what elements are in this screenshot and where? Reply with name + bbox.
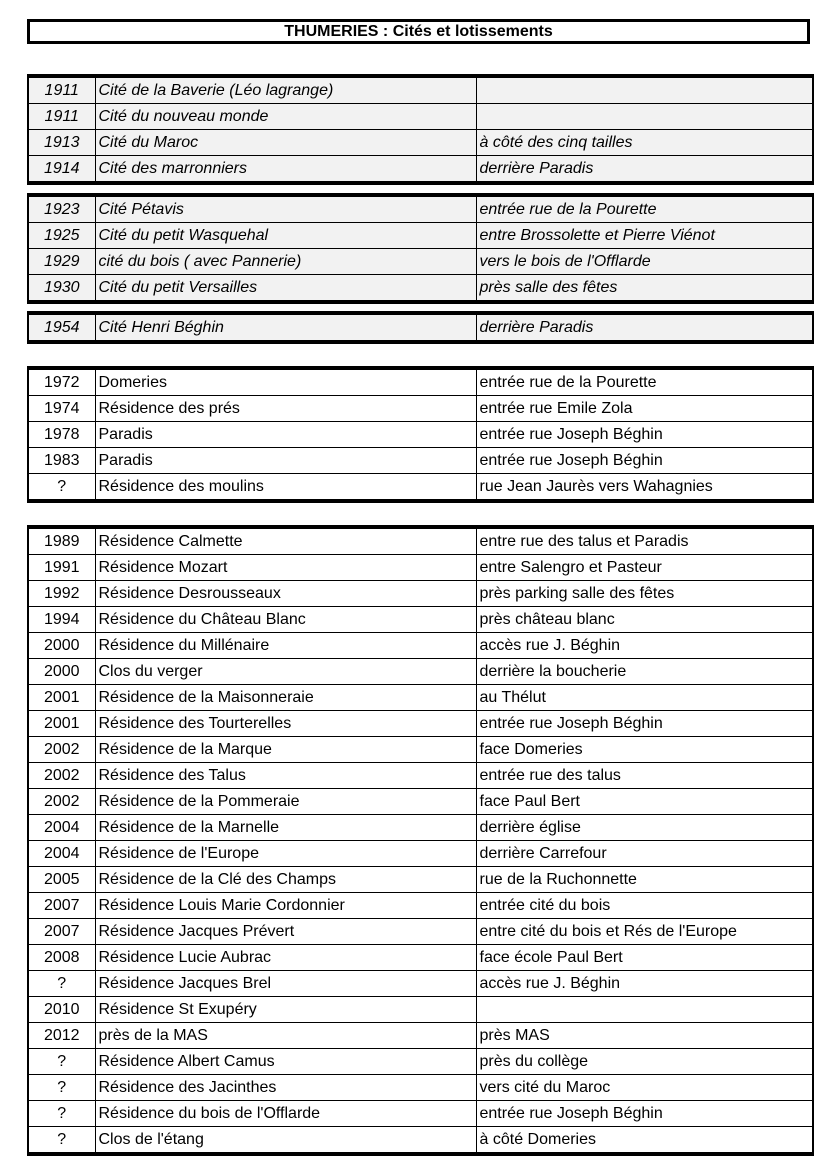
year-cell: 2005: [28, 867, 95, 893]
year-cell: ?: [28, 971, 95, 997]
table-row: [28, 581, 813, 607]
group-table-1923: [27, 193, 814, 304]
name-cell: Cité du nouveau monde: [95, 104, 476, 130]
year-cell: 1925: [28, 223, 95, 249]
name-cell: Résidence du Château Blanc: [95, 607, 476, 633]
year-cell: 2000: [28, 659, 95, 685]
year-cell: 1913: [28, 130, 95, 156]
location-cell: entrée rue Joseph Béghin: [476, 448, 813, 474]
name-cell: Domeries: [95, 368, 476, 396]
year-cell: 2001: [28, 685, 95, 711]
year-cell: 2007: [28, 919, 95, 945]
location-cell: entrée rue des talus: [476, 763, 813, 789]
table-row: [28, 313, 813, 342]
table-row: [28, 763, 813, 789]
name-cell: Résidence Lucie Aubrac: [95, 945, 476, 971]
table-row: [28, 195, 813, 223]
location-cell: à côté Domeries: [476, 1127, 813, 1155]
table-row: [28, 789, 813, 815]
name-cell: cité du bois ( avec Pannerie): [95, 249, 476, 275]
name-cell: Résidence Jacques Prévert: [95, 919, 476, 945]
name-cell: Résidence de l'Europe: [95, 841, 476, 867]
name-cell: Clos du verger: [95, 659, 476, 685]
table-row: [28, 919, 813, 945]
location-cell: vers le bois de l'Offlarde: [476, 249, 813, 275]
name-cell: Résidence Calmette: [95, 527, 476, 555]
name-cell: Cité du Maroc: [95, 130, 476, 156]
location-cell: entre Salengro et Pasteur: [476, 555, 813, 581]
table-row: [28, 685, 813, 711]
year-cell: 1983: [28, 448, 95, 474]
location-cell: face Domeries: [476, 737, 813, 763]
location-cell: près MAS: [476, 1023, 813, 1049]
table-row: [28, 422, 813, 448]
year-cell: 2004: [28, 841, 95, 867]
location-cell: entre cité du bois et Rés de l'Europe: [476, 919, 813, 945]
name-cell: Cité du petit Wasquehal: [95, 223, 476, 249]
name-cell: Résidence Desrousseaux: [95, 581, 476, 607]
location-cell: près du collège: [476, 1049, 813, 1075]
name-cell: Cité Pétavis: [95, 195, 476, 223]
name-cell: Résidence Louis Marie Cordonnier: [95, 893, 476, 919]
table-row: [28, 971, 813, 997]
year-cell: 1994: [28, 607, 95, 633]
name-cell: Résidence Jacques Brel: [95, 971, 476, 997]
table-row: [28, 130, 813, 156]
year-cell: 2002: [28, 763, 95, 789]
table-row: [28, 474, 813, 502]
name-cell: Résidence du bois de l'Offlarde: [95, 1101, 476, 1127]
location-cell: près parking salle des fêtes: [476, 581, 813, 607]
location-cell: entrée cité du bois: [476, 893, 813, 919]
location-cell: entre Brossolette et Pierre Viénot: [476, 223, 813, 249]
year-cell: ?: [28, 1101, 95, 1127]
name-cell: Paradis: [95, 422, 476, 448]
year-cell: ?: [28, 474, 95, 502]
location-cell: face école Paul Bert: [476, 945, 813, 971]
name-cell: Résidence du Millénaire: [95, 633, 476, 659]
location-cell: à côté des cinq tailles: [476, 130, 813, 156]
location-cell: près salle des fêtes: [476, 275, 813, 303]
year-cell: 1978: [28, 422, 95, 448]
table-row: [28, 1127, 813, 1155]
year-cell: 1992: [28, 581, 95, 607]
location-cell: entrée rue de la Pourette: [476, 368, 813, 396]
year-cell: 1972: [28, 368, 95, 396]
year-cell: 1974: [28, 396, 95, 422]
year-cell: 1911: [28, 104, 95, 130]
name-cell: Cité des marronniers: [95, 156, 476, 184]
name-cell: Résidence des Tourterelles: [95, 711, 476, 737]
name-cell: Clos de l'étang: [95, 1127, 476, 1155]
name-cell: Cité Henri Béghin: [95, 313, 476, 342]
year-cell: ?: [28, 1075, 95, 1101]
year-cell: 2002: [28, 789, 95, 815]
year-cell: 2010: [28, 997, 95, 1023]
table-row: [28, 711, 813, 737]
location-cell: près château blanc: [476, 607, 813, 633]
name-cell: Résidence des Talus: [95, 763, 476, 789]
page-title: THUMERIES : Cités et lotissements: [27, 19, 810, 44]
location-cell: rue Jean Jaurès vers Wahagnies: [476, 474, 813, 502]
name-cell: Résidence de la Clé des Champs: [95, 867, 476, 893]
location-cell: derrière église: [476, 815, 813, 841]
year-cell: 2007: [28, 893, 95, 919]
table-row: [28, 1049, 813, 1075]
location-cell: [476, 104, 813, 130]
year-cell: 1911: [28, 76, 95, 104]
table-row: [28, 223, 813, 249]
location-cell: accès rue J. Béghin: [476, 971, 813, 997]
table-row: [28, 945, 813, 971]
name-cell: Résidence de la Marnelle: [95, 815, 476, 841]
year-cell: 2004: [28, 815, 95, 841]
name-cell: Résidence des prés: [95, 396, 476, 422]
year-cell: 1930: [28, 275, 95, 303]
year-cell: 1991: [28, 555, 95, 581]
location-cell: [476, 76, 813, 104]
table-row: [28, 1101, 813, 1127]
year-cell: 1914: [28, 156, 95, 184]
table-row: [28, 997, 813, 1023]
location-cell: derrière Carrefour: [476, 841, 813, 867]
table-row: [28, 867, 813, 893]
table-row: [28, 527, 813, 555]
name-cell: Résidence des Jacinthes: [95, 1075, 476, 1101]
location-cell: au Thélut: [476, 685, 813, 711]
table-row: [28, 76, 813, 104]
name-cell: Résidence de la Marque: [95, 737, 476, 763]
name-cell: Résidence de la Maisonneraie: [95, 685, 476, 711]
table-row: [28, 659, 813, 685]
location-cell: face Paul Bert: [476, 789, 813, 815]
location-cell: entre rue des talus et Paradis: [476, 527, 813, 555]
year-cell: 2012: [28, 1023, 95, 1049]
table-row: [28, 737, 813, 763]
table-row: [28, 607, 813, 633]
group-table-1972: [27, 366, 814, 503]
name-cell: Résidence de la Pommeraie: [95, 789, 476, 815]
table-row: [28, 1023, 813, 1049]
group-table-1989: [27, 525, 814, 1156]
year-cell: 2001: [28, 711, 95, 737]
name-cell: près de la MAS: [95, 1023, 476, 1049]
year-cell: 2000: [28, 633, 95, 659]
table-row: [28, 815, 813, 841]
location-cell: entrée rue Joseph Béghin: [476, 422, 813, 448]
table-row: [28, 104, 813, 130]
year-cell: 1989: [28, 527, 95, 555]
table-row: [28, 275, 813, 303]
name-cell: Paradis: [95, 448, 476, 474]
table-row: [28, 368, 813, 396]
table-row: [28, 249, 813, 275]
group-table-1911: [27, 74, 814, 185]
table-row: [28, 156, 813, 184]
name-cell: Cité du petit Versailles: [95, 275, 476, 303]
table-row: [28, 841, 813, 867]
name-cell: Résidence des moulins: [95, 474, 476, 502]
table-row: [28, 396, 813, 422]
group-table-1954: [27, 311, 814, 344]
year-cell: ?: [28, 1127, 95, 1155]
year-cell: 2002: [28, 737, 95, 763]
year-cell: 2008: [28, 945, 95, 971]
table-row: [28, 555, 813, 581]
table-row: [28, 1075, 813, 1101]
location-cell: derrière Paradis: [476, 313, 813, 342]
location-cell: [476, 997, 813, 1023]
year-cell: 1923: [28, 195, 95, 223]
table-row: [28, 448, 813, 474]
location-cell: entrée rue Emile Zola: [476, 396, 813, 422]
location-cell: derrière la boucherie: [476, 659, 813, 685]
location-cell: derrière Paradis: [476, 156, 813, 184]
location-cell: entrée rue Joseph Béghin: [476, 711, 813, 737]
name-cell: Résidence Mozart: [95, 555, 476, 581]
location-cell: rue de la Ruchonnette: [476, 867, 813, 893]
table-row: [28, 633, 813, 659]
name-cell: Cité de la Baverie (Léo lagrange): [95, 76, 476, 104]
year-cell: 1929: [28, 249, 95, 275]
year-cell: ?: [28, 1049, 95, 1075]
name-cell: Résidence St Exupéry: [95, 997, 476, 1023]
location-cell: vers cité du Maroc: [476, 1075, 813, 1101]
name-cell: Résidence Albert Camus: [95, 1049, 476, 1075]
location-cell: entrée rue de la Pourette: [476, 195, 813, 223]
location-cell: accès rue J. Béghin: [476, 633, 813, 659]
location-cell: entrée rue Joseph Béghin: [476, 1101, 813, 1127]
table-row: [28, 893, 813, 919]
year-cell: 1954: [28, 313, 95, 342]
